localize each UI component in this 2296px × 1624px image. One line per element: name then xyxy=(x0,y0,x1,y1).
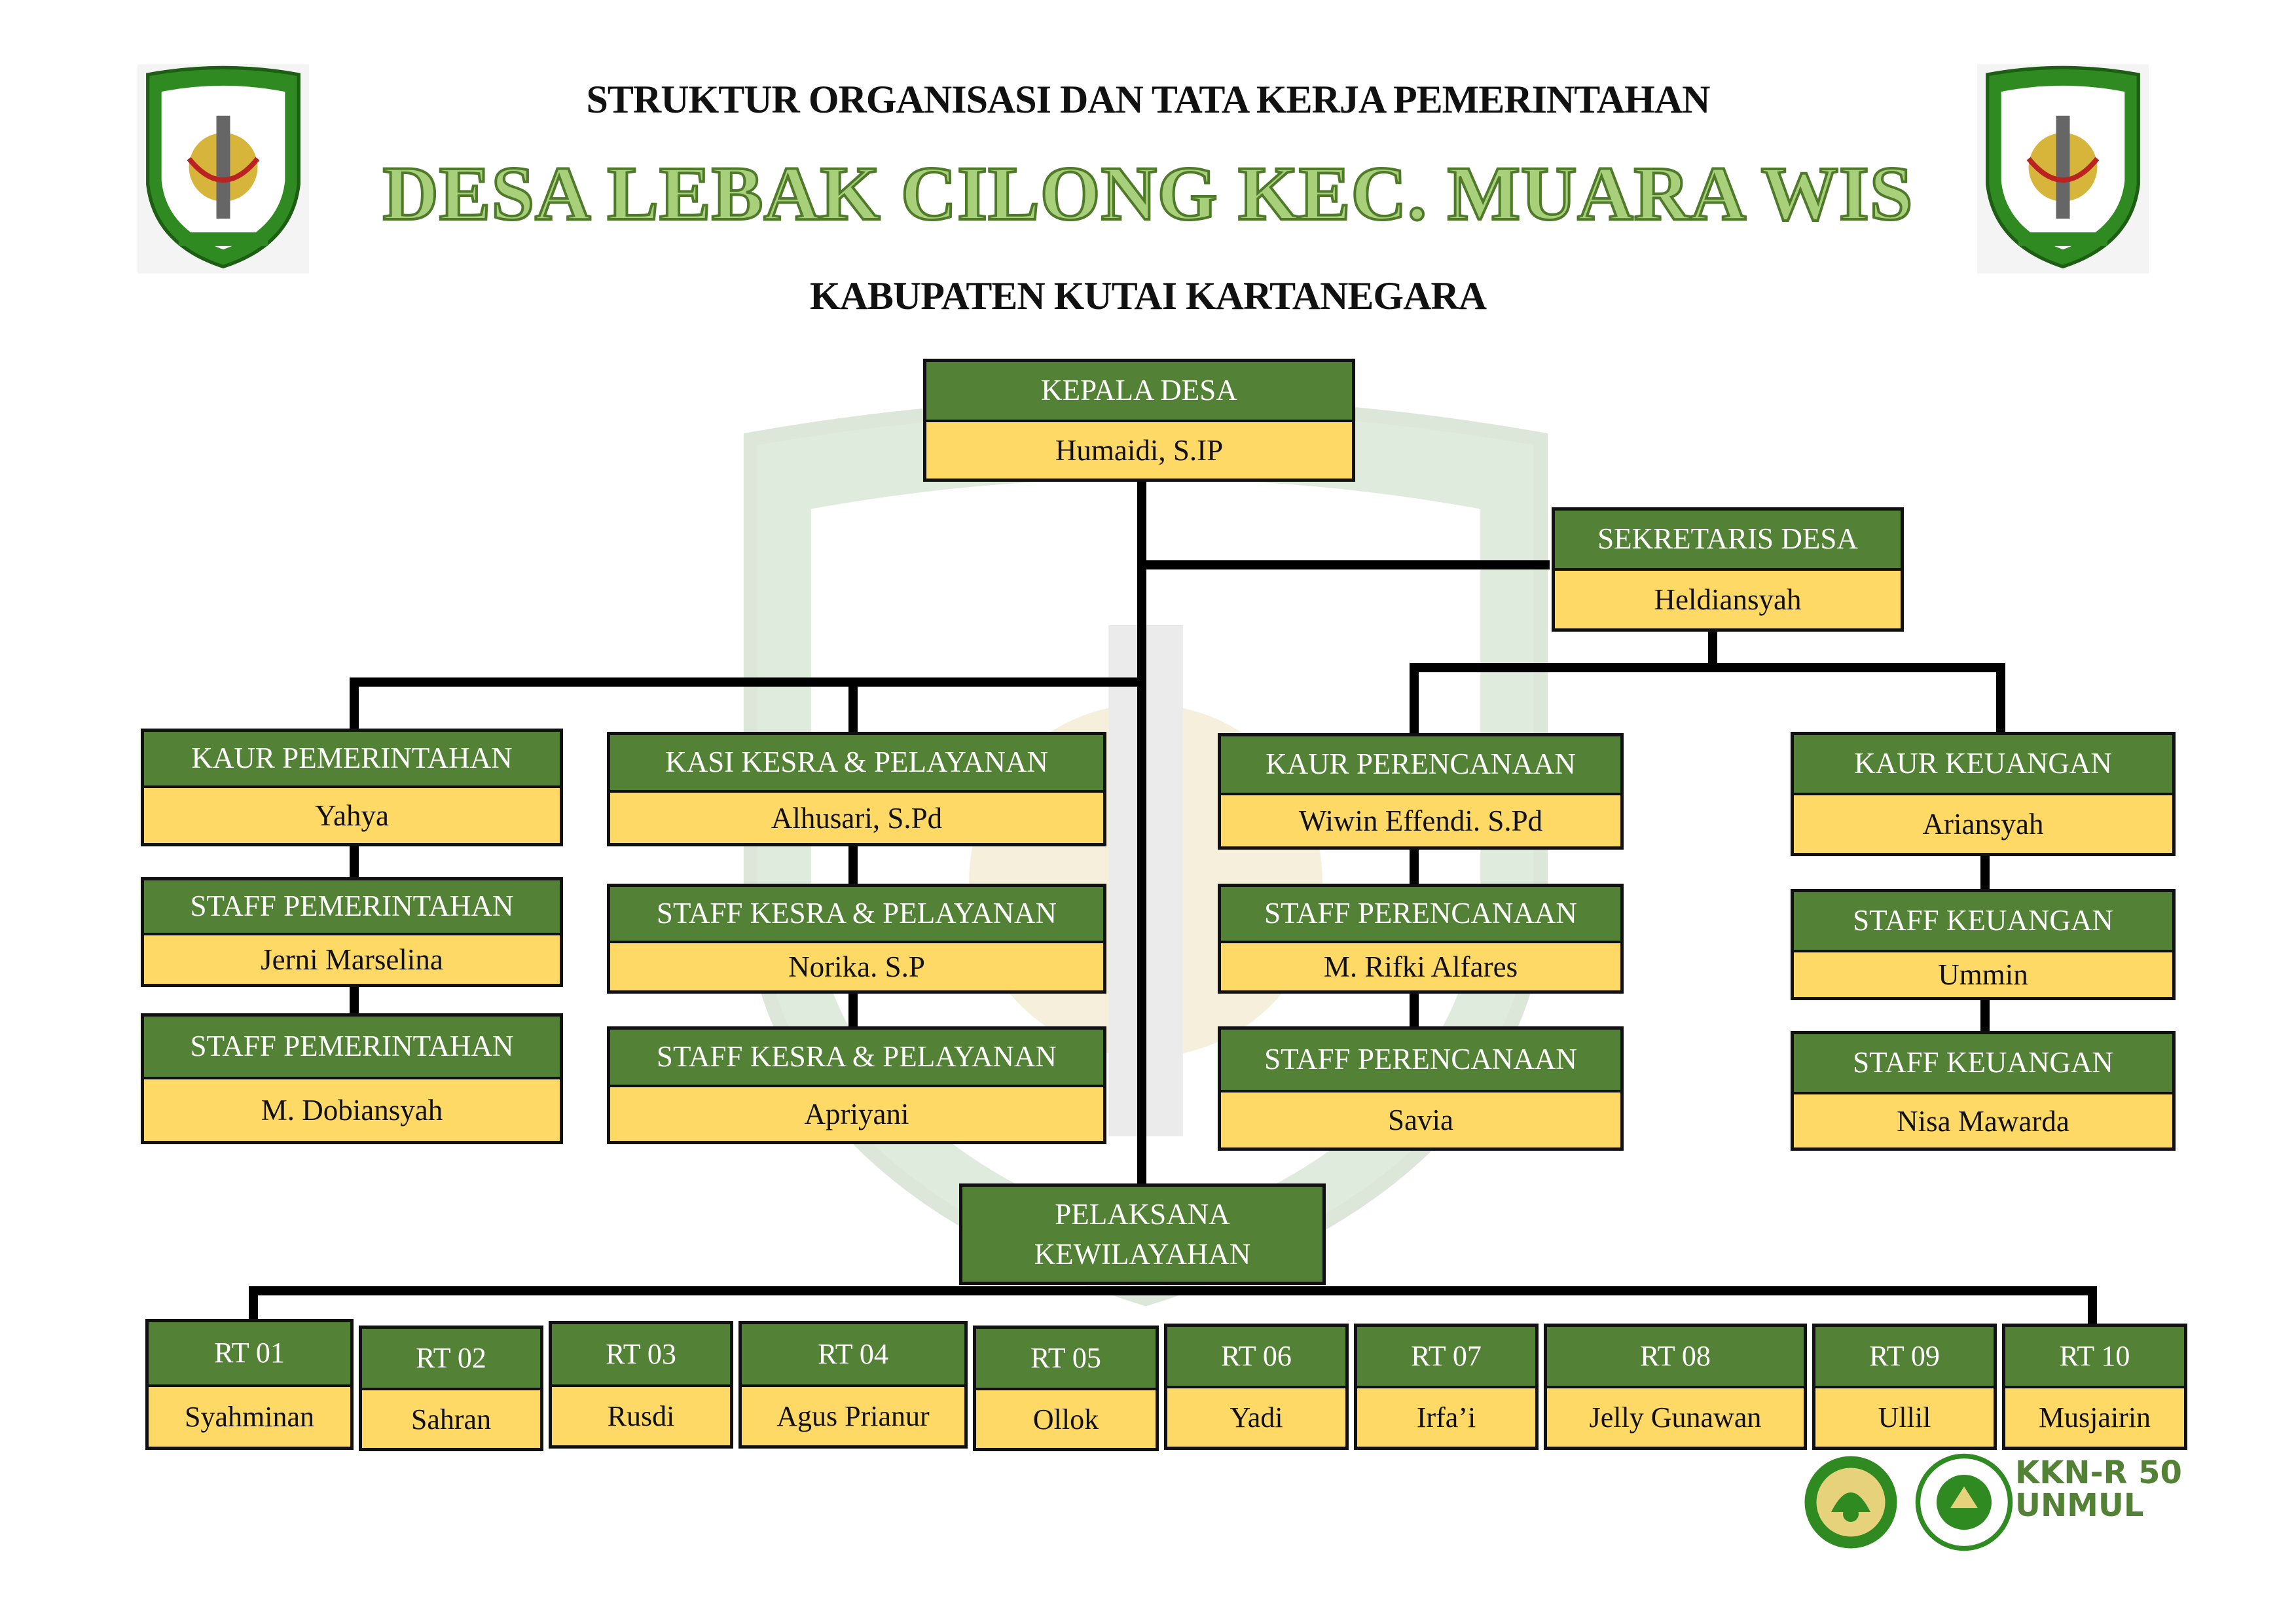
kkn-line2: UNMUL xyxy=(2015,1487,2144,1525)
staff-perencanaan-1-name: M. Rifki Alfares xyxy=(1323,950,1518,983)
kaur-perencanaan-name: Wiwin Effendi. S.Pd xyxy=(1298,804,1543,837)
staff-pemerintahan-1-box xyxy=(141,877,563,987)
rt-03-name: Rusdi xyxy=(607,1400,675,1432)
kaur-perencanaan-title: KAUR PERENCANAAN xyxy=(1221,736,1620,795)
rt-10-title: RT 10 xyxy=(2005,1327,2184,1388)
connector-left-drop-2 xyxy=(848,677,858,733)
staff-kesra-1-name: Norika. S.P xyxy=(788,950,925,983)
staff-perencanaan-2-name: Savia xyxy=(1388,1104,1453,1136)
staff-pemerintahan-1-name: Jerni Marselina xyxy=(261,943,443,976)
staff-kesra-1-title: STAFF KESRA & PELAYANAN xyxy=(610,887,1103,943)
rt-03-box xyxy=(549,1321,733,1449)
rt-01-name: Syahminan xyxy=(185,1401,314,1433)
rt-10-box xyxy=(2002,1324,2187,1450)
rt-02-box xyxy=(359,1326,543,1451)
connector-rt-drop-right xyxy=(2088,1286,2097,1326)
kepala-desa-box xyxy=(923,359,1355,482)
rt-01-box xyxy=(145,1319,354,1450)
staff-keuangan-1-title: STAFF KEUANGAN xyxy=(1794,892,2172,952)
staff-perencanaan-1-box xyxy=(1218,884,1624,994)
connector-keu-staff-1 xyxy=(1980,852,1990,892)
staff-kesra-2-title: STAFF KESRA & PELAYANAN xyxy=(610,1030,1103,1087)
connector-keu-staff-2 xyxy=(1980,995,1990,1034)
kasi-kesra-box xyxy=(607,732,1106,846)
staff-keuangan-1-box xyxy=(1791,889,2176,1000)
rt-08-box xyxy=(1544,1324,1807,1450)
kaur-perencanaan-box xyxy=(1218,733,1624,850)
rt-04-name: Agus Prianur xyxy=(776,1400,930,1432)
kaur-pemerintahan-name: Yahya xyxy=(315,799,389,832)
connector-pem-staff-1 xyxy=(350,844,359,877)
staff-kesra-2-name: Apriyani xyxy=(804,1098,909,1130)
kaur-pemerintahan-title: KAUR PEMERINTAHAN xyxy=(144,732,560,788)
rt-09-name: Ullil xyxy=(1878,1401,1931,1434)
staff-pemerintahan-1-title: STAFF PEMERINTAHAN xyxy=(144,880,560,935)
kaur-keuangan-name: Ariansyah xyxy=(1922,808,2044,840)
staff-keuangan-1-name: Ummin xyxy=(1938,958,2028,991)
rt-05-name: Ollok xyxy=(1032,1403,1099,1435)
sekretaris-desa-title: SEKRETARIS DESA xyxy=(1555,511,1901,571)
staff-pemerintahan-2-name: M. Dobiansyah xyxy=(261,1094,443,1127)
rt-03-title: RT 03 xyxy=(552,1324,730,1387)
page-title-line1: STRUKTUR ORGANISASI DAN TATA KERJA PEMERINTAHAN xyxy=(586,78,1710,121)
rt-09-title: RT 09 xyxy=(1815,1327,1994,1388)
rt-08-name: Jelly Gunawan xyxy=(1589,1401,1762,1434)
page-title-village: DESA LEBAK CILONG KEC. MUARA WIS xyxy=(382,151,1914,236)
rt-05-box xyxy=(973,1326,1159,1451)
rt-01-title: RT 01 xyxy=(149,1322,350,1387)
rt-08-title: RT 08 xyxy=(1547,1327,1804,1388)
rt-04-title: RT 04 xyxy=(742,1324,964,1387)
kaur-keuangan-box xyxy=(1791,732,2176,856)
connector-kesra-staff-1 xyxy=(848,844,858,884)
unmul-logo xyxy=(1802,1453,1900,1551)
sekretaris-desa-box xyxy=(1552,507,1904,632)
kasi-kesra-title: KASI KESRA & PELAYANAN xyxy=(610,735,1103,793)
rt-06-title: RT 06 xyxy=(1167,1327,1345,1388)
staff-perencanaan-2-title: STAFF PERENCANAAN xyxy=(1221,1030,1620,1092)
connector-rt-bar xyxy=(249,1286,2097,1295)
connector-sekretaris-down xyxy=(1708,630,1717,666)
rt-09-box xyxy=(1812,1324,1997,1450)
kaur-keuangan-title: KAUR KEUANGAN xyxy=(1794,735,2172,795)
kkn-line1: KKN-R 50 xyxy=(2015,1454,2182,1491)
connector-left-drop-1 xyxy=(350,677,359,730)
connector-left-branch xyxy=(350,677,1146,687)
staff-pemerintahan-2-title: STAFF PEMERINTAHAN xyxy=(144,1017,560,1079)
rt-02-name: Sahran xyxy=(410,1403,492,1435)
rt-02-title: RT 02 xyxy=(362,1329,540,1390)
rt-07-box xyxy=(1354,1324,1539,1450)
staff-keuangan-2-box xyxy=(1791,1031,2176,1151)
connector-trunk xyxy=(1137,480,1146,1187)
staff-keuangan-2-title: STAFF KEUANGAN xyxy=(1794,1034,2172,1094)
rt-07-title: RT 07 xyxy=(1357,1327,1535,1388)
kepala-desa-title: KEPALA DESA xyxy=(926,362,1352,422)
connector-kesra-staff-2 xyxy=(848,990,858,1030)
kepala-desa-name: Humaidi, S.IP xyxy=(1055,434,1224,467)
connector-right-drop-1 xyxy=(1410,663,1419,734)
rt-10-name: Musjairin xyxy=(2038,1401,2151,1434)
staff-kesra-1-box xyxy=(607,884,1106,994)
connector-ren-staff-2 xyxy=(1410,990,1419,1030)
pelaksana-title-line2: KEWILAYAHAN xyxy=(1034,1237,1251,1271)
rt-06-name: Yadi xyxy=(1230,1401,1283,1434)
staff-pemerintahan-2-box xyxy=(141,1013,563,1144)
connector-ren-staff-1 xyxy=(1410,844,1419,884)
pelaksana-kewilayahan-box xyxy=(959,1183,1326,1285)
desa-lebak-cilong-logo xyxy=(1915,1453,2013,1551)
staff-perencanaan-2-box xyxy=(1218,1026,1624,1151)
rt-07-name: Irfa’i xyxy=(1416,1401,1476,1434)
rt-05-title: RT 05 xyxy=(976,1329,1156,1390)
connector-right-branch xyxy=(1410,663,2005,672)
pelaksana-title-line1: PELAKSANA xyxy=(1055,1197,1230,1231)
sekretaris-desa-name: Heldiansyah xyxy=(1654,583,1802,616)
connector-right-drop-2 xyxy=(1996,663,2005,734)
page-title-regency: KABUPATEN KUTAI KARTANEGARA xyxy=(809,274,1487,317)
kasi-kesra-name: Alhusari, S.Pd xyxy=(771,801,943,835)
kaur-pemerintahan-box xyxy=(141,729,563,846)
rt-04-box xyxy=(738,1321,968,1449)
kkn-label xyxy=(2015,1456,2182,1523)
staff-kesra-2-box xyxy=(607,1026,1106,1144)
rt-06-box xyxy=(1164,1324,1349,1450)
connector-to-sekretaris xyxy=(1137,560,1550,569)
staff-keuangan-2-name: Nisa Mawarda xyxy=(1897,1104,2069,1138)
staff-perencanaan-1-title: STAFF PERENCANAAN xyxy=(1221,887,1620,943)
